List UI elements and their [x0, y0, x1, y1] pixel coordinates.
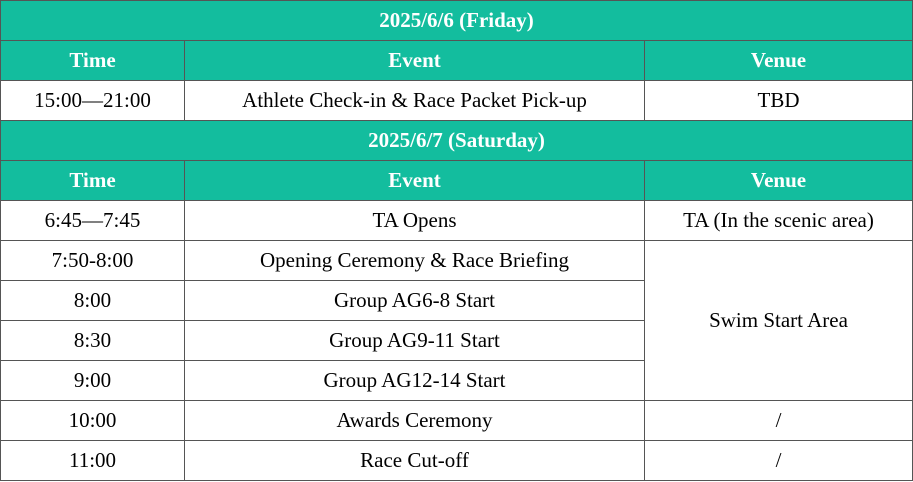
event-cell: Group AG12-14 Start	[185, 361, 645, 401]
time-cell: 10:00	[1, 401, 185, 441]
day-date: 2025/6/6 (Friday)	[1, 1, 913, 41]
day-date: 2025/6/7 (Saturday)	[1, 121, 913, 161]
event-cell: Group AG9-11 Start	[185, 321, 645, 361]
day-header-row	[1, 1, 913, 41]
table-row	[1, 441, 913, 481]
venue-cell: /	[645, 401, 913, 441]
time-cell: 15:00—21:00	[1, 81, 185, 121]
time-cell: 6:45—7:45	[1, 201, 185, 241]
column-header-venue: Venue	[645, 41, 913, 81]
column-header-event: Event	[185, 41, 645, 81]
column-header-row	[1, 161, 913, 201]
venue-cell-merged: Swim Start Area	[645, 241, 913, 401]
column-header-time: Time	[1, 41, 185, 81]
column-header-row	[1, 41, 913, 81]
column-header-venue: Venue	[645, 161, 913, 201]
time-cell: 8:00	[1, 281, 185, 321]
table-row	[1, 401, 913, 441]
table-row	[1, 81, 913, 121]
event-cell: Opening Ceremony & Race Briefing	[185, 241, 645, 281]
time-cell: 11:00	[1, 441, 185, 481]
event-cell: Race Cut-off	[185, 441, 645, 481]
venue-cell: TA (In the scenic area)	[645, 201, 913, 241]
column-header-event: Event	[185, 161, 645, 201]
time-cell: 9:00	[1, 361, 185, 401]
event-cell: Group AG6-8 Start	[185, 281, 645, 321]
table-row	[1, 201, 913, 241]
table-row	[1, 241, 913, 281]
venue-cell: /	[645, 441, 913, 481]
event-cell: Awards Ceremony	[185, 401, 645, 441]
column-header-time: Time	[1, 161, 185, 201]
venue-cell: TBD	[645, 81, 913, 121]
time-cell: 8:30	[1, 321, 185, 361]
event-cell: Athlete Check-in & Race Packet Pick-up	[185, 81, 645, 121]
time-cell: 7:50-8:00	[1, 241, 185, 281]
event-cell: TA Opens	[185, 201, 645, 241]
day-header-row	[1, 121, 913, 161]
